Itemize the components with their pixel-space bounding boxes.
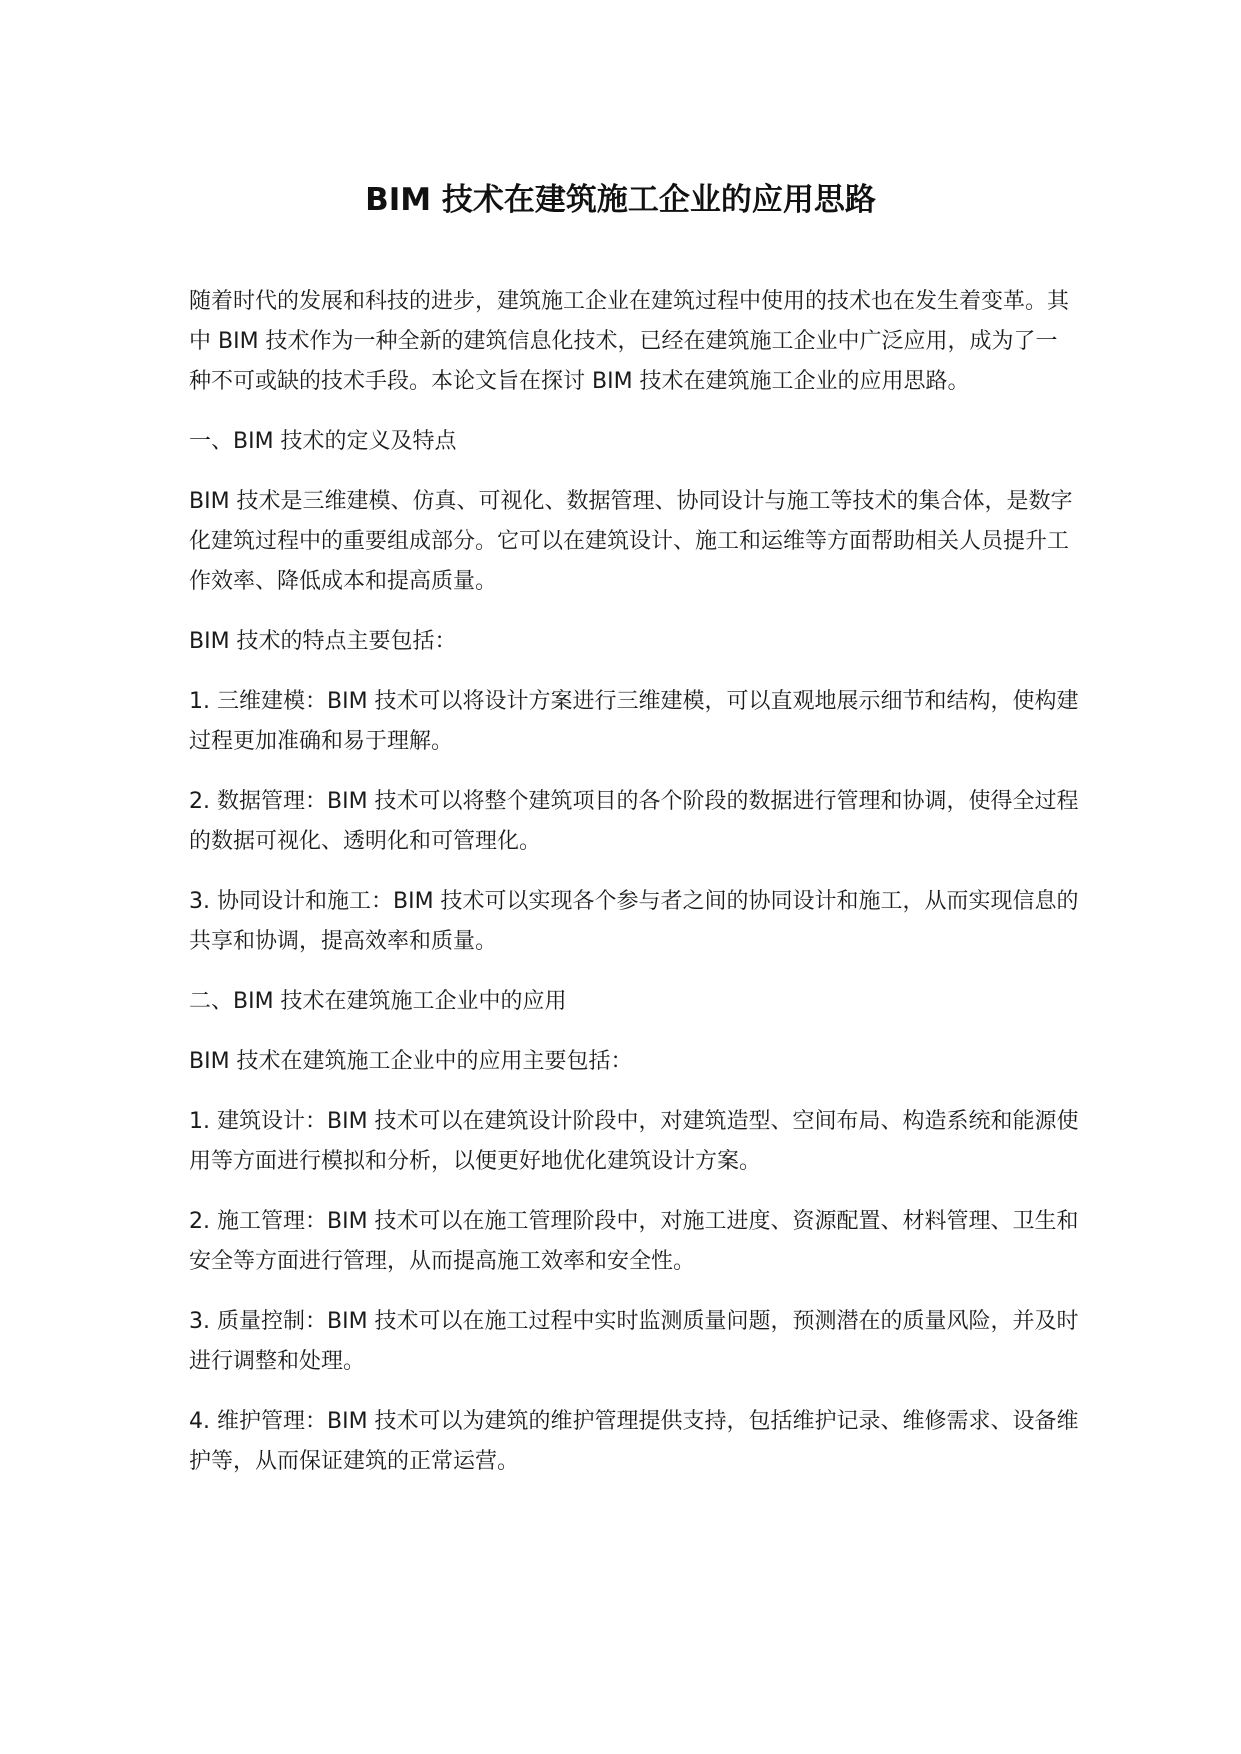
- feature-item-2: 2. 数据管理：BIM 技术可以将整个建筑项目的各个阶段的数据进行管理和协调，使得全过程的数据可视化、透明化和可管理化。: [189, 789, 1079, 854]
- definition-paragraph: BIM 技术是三维建模、仿真、可视化、数据管理、协同设计与施工等技术的集合体，是数字化建筑过程中的重要组成部分。它可以在建筑设计、施工和运维等方面帮助相关人员提升工作效率、降低成本和提高质量。: [189, 489, 1073, 594]
- section-heading-1: 一、BIM 技术的定义及特点: [189, 429, 457, 454]
- application-item-3: 3. 质量控制：BIM 技术可以在施工过程中实时监测质量问题，预测潜在的质量风险，并及时进行调整和处理。: [189, 1309, 1079, 1374]
- feature-item-1: 1. 三维建模：BIM 技术可以将设计方案进行三维建模，可以直观地展示细节和结构，使构建过程更加准确和易于理解。: [189, 689, 1079, 754]
- intro-paragraph: 随着时代的发展和科技的进步，建筑施工企业在建筑过程中使用的技术也在发生着变革。其中 BIM 技术作为一种全新的建筑信息化技术，已经在建筑施工企业中广泛应用，成为了一种不可或缺的技术手段。本论文旨在探讨 BIM 技术在建筑施工企业的应用思路。: [189, 289, 1070, 394]
- applications-intro: BIM 技术在建筑施工企业中的应用主要包括：: [189, 1049, 633, 1074]
- section-heading-2: 二、BIM 技术在建筑施工企业中的应用: [189, 989, 567, 1014]
- features-intro: BIM 技术的特点主要包括：: [189, 629, 457, 654]
- application-item-1: 1. 建筑设计：BIM 技术可以在建筑设计阶段中，对建筑造型、空间布局、构造系统和能源使用等方面进行模拟和分析，以便更好地优化建筑设计方案。: [189, 1109, 1079, 1174]
- feature-item-3: 3. 协同设计和施工：BIM 技术可以实现各个参与者之间的协同设计和施工，从而实现信息的共享和协调，提高效率和质量。: [189, 889, 1079, 954]
- document-body: [189, 282, 1079, 1502]
- document-title: BIM 技术在建筑施工企业的应用思路: [365, 182, 876, 218]
- application-item-2: 2. 施工管理：BIM 技术可以在施工管理阶段中，对施工进度、资源配置、材料管理、卫生和安全等方面进行管理，从而提高施工效率和安全性。: [189, 1209, 1079, 1274]
- application-item-4: 4. 维护管理：BIM 技术可以为建筑的维护管理提供支持，包括维护记录、维修需求、设备维护等，从而保证建筑的正常运营。: [189, 1409, 1079, 1474]
